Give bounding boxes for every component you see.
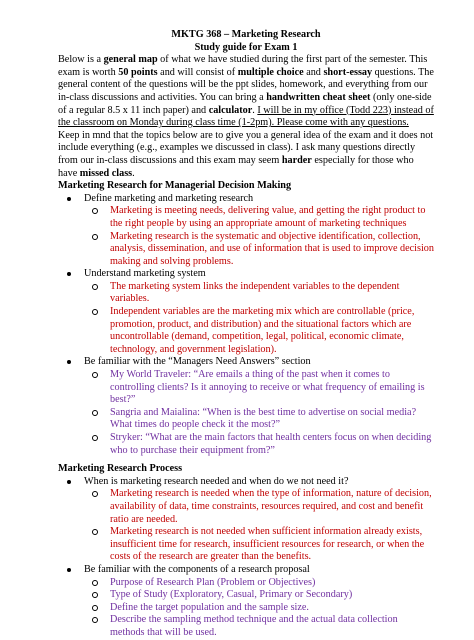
topic-item <box>58 193 434 269</box>
answer-text: Describe the sampling method technique and the actual data collection methods that will be used. <box>110 614 398 638</box>
answer-text: Stryker: “What are the main factors that health centers focus on when deciding who to purchase their equipment from?” <box>110 432 432 456</box>
topic-text: Be familiar with the components of a research proposal <box>84 563 310 575</box>
circle-bullet-icon <box>92 208 98 214</box>
guide-title: Study guide for Exam 1 <box>194 41 298 53</box>
circle-bullet-icon <box>92 617 98 623</box>
circle-bullet-icon <box>92 491 98 497</box>
answer-item <box>84 577 434 590</box>
answer-list <box>84 205 434 268</box>
answer-text: Marketing is meeting needs, delivering value, and getting the right product to the right people by using an appropriate amount of marketing techniques <box>110 205 426 229</box>
topic-item <box>58 268 434 356</box>
bullet-icon <box>67 272 71 276</box>
bullet-icon <box>67 568 71 572</box>
section-heading: Marketing Research for Managerial Decision Making <box>58 180 292 192</box>
answer-item <box>84 614 434 639</box>
text-bold: harder <box>281 154 312 166</box>
topic-list <box>58 193 434 457</box>
text-run: . <box>132 167 135 179</box>
circle-bullet-icon <box>92 372 98 378</box>
intro-paragraph-1 <box>58 54 434 130</box>
answer-item <box>84 205 434 230</box>
answer-item <box>84 602 434 615</box>
answer-item <box>84 488 434 526</box>
bullet-icon <box>67 480 71 484</box>
text-bold: general map <box>103 54 158 66</box>
circle-bullet-icon <box>92 580 98 586</box>
circle-bullet-icon <box>92 529 98 535</box>
office-hours-note: I will be in my office (Todd 223) instead of the classroom on Monday during class time (1-2pm). Please come with any questions. <box>58 104 434 129</box>
answer-item <box>84 231 434 269</box>
circle-bullet-icon <box>92 309 98 315</box>
text-run: questions. The general content of the questions will be the ppt slides, homework, and everything from our in-class discussions and activities. You can bring a <box>58 66 434 103</box>
topic-item <box>58 356 434 457</box>
circle-bullet-icon <box>92 284 98 290</box>
answer-item <box>84 306 434 356</box>
answer-text: Type of Study (Exploratory, Casual, Primary or Secondary) <box>110 589 353 601</box>
topic-text: Define marketing and marketing research <box>84 192 254 204</box>
circle-bullet-icon <box>92 605 98 611</box>
text-run: Keep in mnd that the topics below are to give you a general idea of the exam and it does not include everything (e.g., examples we discussed in class). I ask many questions directly from our in-class discussions and this exam may seem <box>58 129 434 166</box>
text-bold: calculator <box>208 104 253 116</box>
circle-bullet-icon <box>92 234 98 240</box>
text-run: . <box>252 104 258 116</box>
topic-text: Understand marketing system <box>84 268 206 280</box>
answer-list <box>84 369 434 457</box>
text-run: of what we have studied during the first part of the semester. This exam is worth <box>58 54 428 78</box>
text-bold: short-essay <box>323 66 373 78</box>
text-bold: missed class <box>79 167 133 179</box>
answer-text: Sangria and Maialina: “When is the best time to advertise on social media? What times do people check it the most?” <box>110 406 417 431</box>
answer-item <box>84 281 434 306</box>
circle-bullet-icon <box>92 410 98 416</box>
answer-text: Marketing research is needed when the type of information, nature of decision, availability of data, time constraints, resources required, and cost and benefit ratio are needed. <box>110 488 432 525</box>
bullet-icon <box>67 197 71 201</box>
topic-list <box>58 476 434 640</box>
answer-text: Define the target population and the sample size. <box>110 601 309 613</box>
answer-list <box>84 488 434 564</box>
answer-item <box>84 526 434 564</box>
section-heading: Marketing Research Process <box>58 463 183 475</box>
answer-text: Purpose of Research Plan (Problem or Objectives) <box>110 576 316 588</box>
text-bold: 50 points <box>118 66 158 78</box>
answer-text: Marketing research is not needed when sufficient information already exists, insufficient time for research, insufficient resources for research, or when the costs of the research are greater than the benefits. <box>110 526 425 563</box>
bullet-icon <box>67 360 71 364</box>
circle-bullet-icon <box>92 592 98 598</box>
text-run: and will consist of <box>157 66 238 78</box>
intro-paragraph-2 <box>58 130 434 180</box>
answer-list <box>84 281 434 357</box>
answer-text: Independent variables are the marketing mix which are controllable (price, promotion, product, and distribution) and the situational factors which are uncontrollable (demand, competition, legal, political, economic climate, technology, and government legislation). <box>110 306 415 355</box>
topic-text: When is marketing research needed and when do we not need it? <box>84 475 349 487</box>
study-sections <box>58 180 434 639</box>
intro-text <box>58 54 434 180</box>
text-run: especially for those who have <box>58 154 414 179</box>
text-bold: handwritten cheat sheet <box>266 91 371 103</box>
answer-list <box>84 577 434 640</box>
circle-bullet-icon <box>92 435 98 441</box>
answer-text: The marketing system links the independent variables to the dependent variables. <box>110 280 400 305</box>
answer-text: Marketing research is the systematic and objective identification, collection, analysis, dissemination, and use of information that is used to improve decision making and solving problems. <box>110 230 434 267</box>
topic-item <box>58 476 434 564</box>
course-title: MKTG 368 – Marketing Research <box>171 29 321 40</box>
answer-item <box>84 407 434 432</box>
answer-item <box>84 589 434 602</box>
answer-item <box>84 432 434 457</box>
text-run: Below is a <box>58 54 104 66</box>
text-bold: multiple choice <box>237 66 304 78</box>
answer-item <box>84 369 434 407</box>
text-run: (only one-side of a regular 8.5 x 11 inch paper) and <box>58 91 432 116</box>
document-title <box>58 29 434 54</box>
text-run: and <box>303 66 324 78</box>
topic-text: Be familiar with the “Managers Need Answers” section <box>84 356 311 368</box>
answer-text: My World Traveler: “Are emails a thing of the past when it comes to controlling clients? Is it annoying to receive or what frequency of emailing is best?” <box>110 369 425 406</box>
topic-item <box>58 564 434 640</box>
